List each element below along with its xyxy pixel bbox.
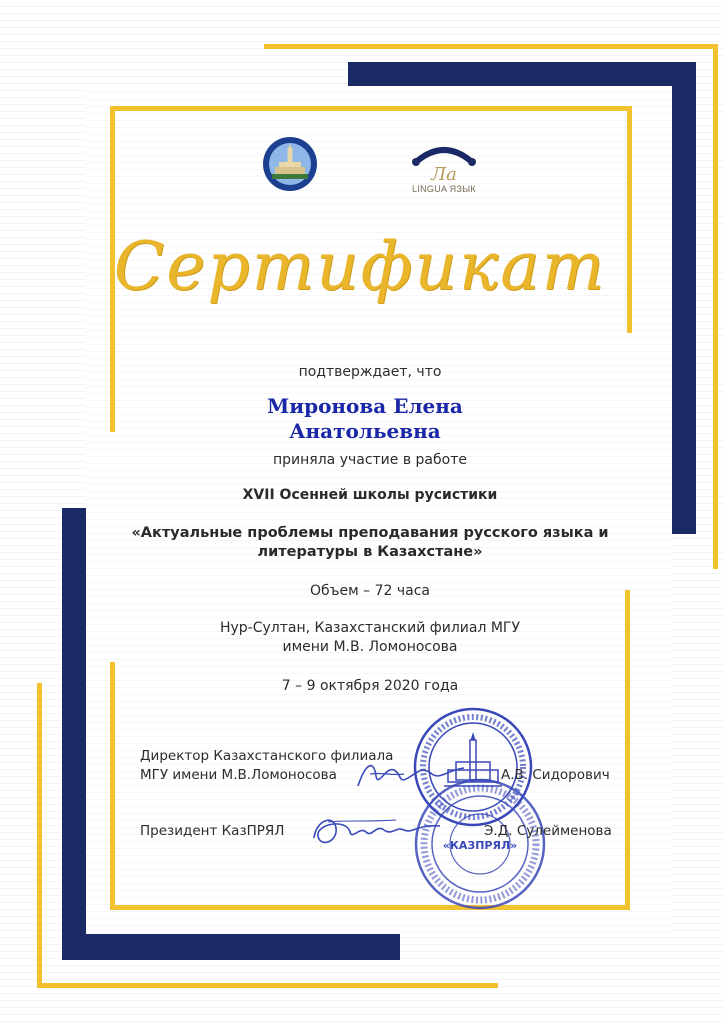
director-title-line1: Директор Казахстанского филиала xyxy=(140,748,394,764)
director-signature-icon xyxy=(352,752,472,796)
event-name: XVII Осенней школы русистики xyxy=(242,487,498,503)
kazpryal-stamp-center-text: «КАЗПРЯЛ» xyxy=(442,839,518,852)
topic-line2: литературы в Казахстане» xyxy=(257,544,483,560)
place-line1: Нур-Султан, Казахстанский филиал МГУ xyxy=(219,620,520,636)
lingua-logo-text: LINGUA ЯЗЫК xyxy=(412,184,476,194)
mgu-emblem-icon xyxy=(262,136,318,192)
gold-line-bottom-inner xyxy=(110,905,630,910)
gold-line-left-lower xyxy=(110,662,115,910)
gold-line-top-outer xyxy=(264,44,718,49)
gold-line-right-outer xyxy=(713,44,718,569)
president-signature-icon xyxy=(306,808,446,854)
recipient-name-line2: Анатольевна xyxy=(289,419,441,443)
president-name: Э.Д. Сулейменова xyxy=(484,823,612,839)
gold-line-left-outer xyxy=(37,683,42,988)
president-title: Президент КазПРЯЛ xyxy=(140,823,285,839)
gold-line-right-inner xyxy=(627,106,632,333)
svg-text:Ла: Ла xyxy=(431,164,457,184)
topic-line1: «Актуальные проблемы преподавания русского языка и xyxy=(131,525,609,541)
confirms-text: подтверждает, что xyxy=(298,364,442,380)
certificate-body xyxy=(86,86,672,934)
lingua-logo xyxy=(404,140,484,198)
certificate-title: Сертификат xyxy=(113,228,607,305)
director-title-line2: МГУ имени М.В.Ломоносова xyxy=(140,767,337,783)
lingua-emblem-icon xyxy=(404,140,484,184)
participation-text: приняла участие в работе xyxy=(273,452,467,468)
recipient-name-line1: Миронова Елена xyxy=(267,394,463,418)
gold-line-right-lower xyxy=(625,590,630,910)
place-line2: имени М.В. Ломоносова xyxy=(282,639,458,655)
gold-line-top-inner xyxy=(110,106,632,111)
director-name: А.В. Сидорович xyxy=(501,767,610,783)
dates-text: 7 – 9 октября 2020 года xyxy=(281,678,459,694)
gold-line-bottom-outer xyxy=(37,983,498,988)
volume-text: Объем – 72 часа xyxy=(309,583,430,599)
